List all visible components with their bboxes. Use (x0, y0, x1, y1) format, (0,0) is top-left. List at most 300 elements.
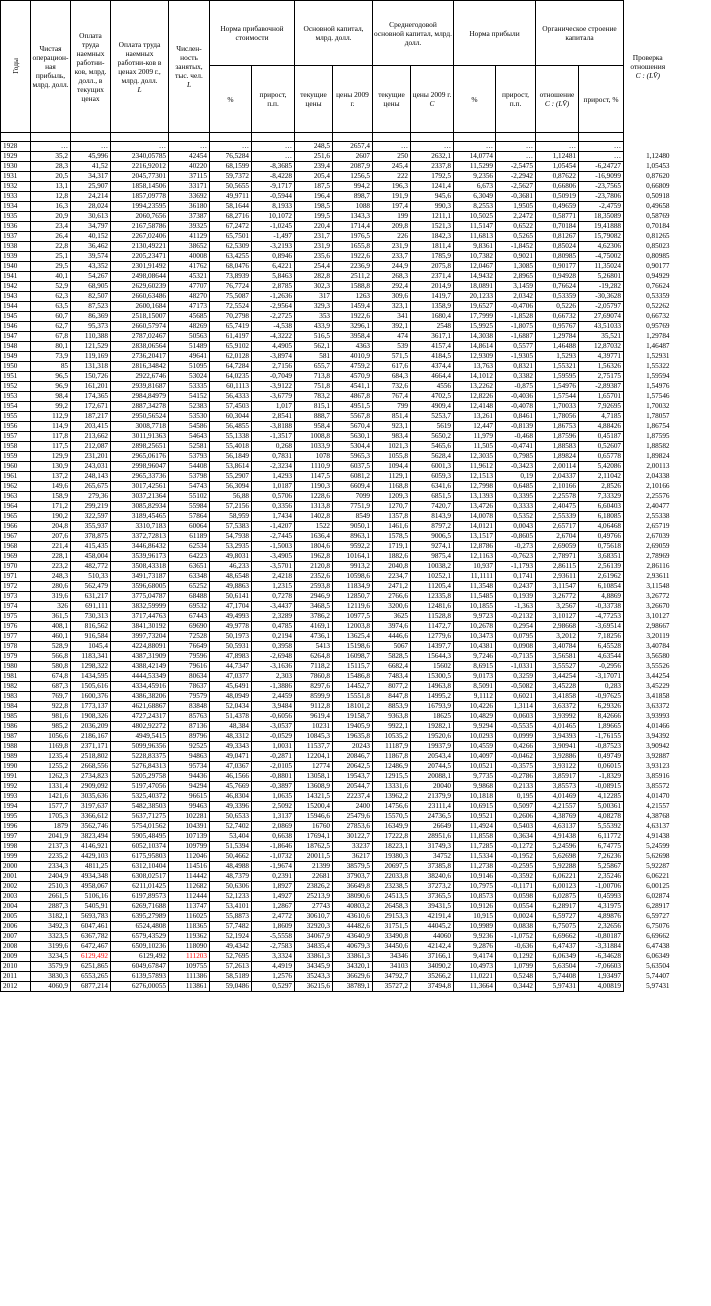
cell-year[interactable]: 1976 (1, 622, 31, 632)
cell-fc_current[interactable]: 14321,5 (295, 792, 333, 802)
cell-check[interactable]: 0,58769 (624, 212, 672, 222)
cell-pr_growth[interactable]: -0,273 (496, 542, 536, 552)
cell-fc_current[interactable]: 562,1 (295, 342, 333, 352)
cell-ac_current[interactable]: 1021,3 (373, 442, 411, 452)
cell-pr_pct[interactable]: … (454, 142, 496, 152)
cell-check[interactable]: 3,85916 (624, 772, 672, 782)
cell-pr_pct[interactable]: 14,1012 (454, 372, 496, 382)
cell-ac_current[interactable]: 12486,9 (373, 762, 411, 772)
cell-surplus_pct[interactable]: 48,3312 (210, 732, 252, 742)
cell-wages_current[interactable]: 43,352 (71, 262, 111, 272)
cell-check[interactable]: 0,85023 (624, 242, 672, 252)
cell-wages_2009[interactable]: 2267,02406 (111, 232, 169, 242)
cell-surplus_pct[interactable]: 73,8939 (210, 272, 252, 282)
cell-fc_2009[interactable]: 1714,4 (333, 222, 373, 232)
cell-check[interactable]: 5,74407 (624, 972, 672, 982)
cell-net_profit[interactable]: 3182,1 (31, 912, 71, 922)
cell-org_ratio[interactable]: … (536, 142, 579, 152)
cell-fc_2009[interactable]: 19405,9 (333, 722, 373, 732)
cell-pr_pct[interactable]: 10,915 (454, 912, 496, 922)
cell-ac_2009[interactable]: 19937,9 (411, 742, 454, 752)
cell-check[interactable]: 1,78057 (624, 412, 672, 422)
cell-year[interactable]: 2011 (1, 972, 31, 982)
cell-org_growth[interactable]: -7,06603 (579, 962, 624, 972)
cell-surplus_pct[interactable]: 55,8873 (210, 912, 252, 922)
cell-pr_pct[interactable]: 12,447 (454, 422, 496, 432)
cell-net_profit[interactable]: 1879 (31, 822, 71, 832)
cell-employment[interactable]: 113747 (169, 902, 210, 912)
cell-surplus_growth[interactable]: 1,0635 (252, 792, 295, 802)
cell-fc_2009[interactable]: 22237,4 (333, 792, 373, 802)
cell-pr_pct[interactable]: 10,1818 (454, 792, 496, 802)
cell-check[interactable]: 3,56580 (624, 652, 672, 662)
cell-check[interactable]: 2,55338 (624, 512, 672, 522)
cell-surplus_growth[interactable]: 3,9484 (252, 702, 295, 712)
cell-pr_pct[interactable]: 14,0121 (454, 522, 496, 532)
cell-surplus_pct[interactable]: 50,5931 (210, 642, 252, 652)
cell-surplus_pct[interactable]: 68,1599 (210, 162, 252, 172)
cell-wages_current[interactable]: 131,318 (71, 362, 111, 372)
cell-pr_growth[interactable]: 0,1292 (496, 952, 536, 962)
cell-ac_current[interactable]: 10535,2 (373, 732, 411, 742)
cell-ac_current[interactable]: 571,5 (373, 352, 411, 362)
cell-year[interactable]: 2004 (1, 902, 31, 912)
cell-surplus_pct[interactable]: 58,5189 (210, 972, 252, 982)
cell-wages_current[interactable]: 691,111 (71, 602, 111, 612)
cell-pr_pct[interactable]: 9,9868 (454, 782, 496, 792)
cell-surplus_pct[interactable]: 52,1233 (210, 892, 252, 902)
cell-wages_2009[interactable]: 4388,42149 (111, 662, 169, 672)
cell-ac_current[interactable]: 2766,6 (373, 592, 411, 602)
cell-fc_2009[interactable]: 27853,6 (333, 822, 373, 832)
cell-org_growth[interactable]: 12,87032 (579, 342, 624, 352)
cell-wages_current[interactable]: 36,462 (71, 242, 111, 252)
cell-fc_2009[interactable]: 19635,8 (333, 732, 373, 742)
cell-fc_2009[interactable]: 16098,7 (333, 652, 373, 662)
cell-fc_current[interactable]: 21399 (295, 862, 333, 872)
cell-org_growth[interactable]: 4,39771 (579, 352, 624, 362)
cell-fc_current[interactable]: 8599,9 (295, 692, 333, 702)
cell-pr_growth[interactable]: 0,0043 (496, 522, 536, 532)
cell-org_ratio[interactable]: 1,29784 (536, 332, 579, 342)
cell-org_growth[interactable]: 4,31975 (579, 902, 624, 912)
cell-pr_growth[interactable]: -1,8452 (496, 242, 536, 252)
cell-fc_2009[interactable]: 36649,8 (333, 882, 373, 892)
cell-ac_current[interactable]: 1357,8 (373, 512, 411, 522)
cell-year[interactable]: 1963 (1, 492, 31, 502)
cell-surplus_pct[interactable]: 50,1973 (210, 632, 252, 642)
cell-net_profit[interactable]: 149,6 (31, 482, 71, 492)
cell-surplus_pct[interactable]: 60,3044 (210, 412, 252, 422)
cell-pr_growth[interactable]: -2,2942 (496, 172, 536, 182)
cell-fc_2009[interactable]: 2607 (333, 152, 373, 162)
cell-fc_2009[interactable]: 20642,5 (333, 762, 373, 772)
cell-pr_growth[interactable]: -0,875 (496, 382, 536, 392)
cell-surplus_pct[interactable]: 59,7372 (210, 172, 252, 182)
cell-year[interactable]: 2001 (1, 872, 31, 882)
cell-org_growth[interactable]: 4,89876 (579, 912, 624, 922)
cell-surplus_pct[interactable]: 46,8304 (210, 792, 252, 802)
cell-ac_current[interactable]: 11867,8 (373, 752, 411, 762)
cell-employment[interactable]: 79596 (169, 652, 210, 662)
cell-org_growth[interactable]: 2,11042 (579, 472, 624, 482)
cell-org_growth[interactable]: 7,33329 (579, 492, 624, 502)
cell-wages_current[interactable]: 4958,067 (71, 882, 111, 892)
cell-org_growth[interactable]: 5,55392 (579, 822, 624, 832)
cell-ac_current[interactable]: 12915,5 (373, 772, 411, 782)
cell-year[interactable]: 1969 (1, 552, 31, 562)
cell-year[interactable]: 1931 (1, 172, 31, 182)
cell-pr_pct[interactable]: 11,7285 (454, 842, 496, 852)
cell-org_ratio[interactable]: 5,74408 (536, 972, 579, 982)
cell-year[interactable]: 1950 (1, 362, 31, 372)
cell-fc_current[interactable]: 9112,8 (295, 702, 333, 712)
cell-fc_2009[interactable]: 1263 (333, 292, 373, 302)
cell-ac_current[interactable]: 6682,4 (373, 662, 411, 672)
cell-wages_current[interactable]: 6472,467 (71, 942, 111, 952)
cell-ac_2009[interactable]: 20744,5 (411, 762, 454, 772)
cell-year[interactable]: 1957 (1, 432, 31, 442)
cell-fc_2009[interactable]: 11834,9 (333, 582, 373, 592)
cell-fc_current[interactable]: 196,4 (295, 192, 333, 202)
cell-pr_pct[interactable]: 11,2738 (454, 862, 496, 872)
cell-pr_growth[interactable]: -0,7135 (496, 652, 536, 662)
cell-pr_growth[interactable]: 2,8965 (496, 272, 536, 282)
cell-org_growth[interactable]: 2,61962 (579, 572, 624, 582)
cell-employment[interactable]: 85763 (169, 712, 210, 722)
cell-fc_current[interactable]: 35243,3 (295, 972, 333, 982)
cell-net_profit[interactable]: 280,6 (31, 582, 71, 592)
cell-ac_current[interactable]: 1270,7 (373, 502, 411, 512)
cell-check[interactable]: 6,75076 (624, 922, 672, 932)
cell-check[interactable]: 5,24599 (624, 842, 672, 852)
cell-fc_current[interactable]: 36215,6 (295, 982, 333, 992)
cell-org_growth[interactable]: -6,24727 (579, 162, 624, 172)
cell-net_profit[interactable]: 2041,9 (31, 832, 71, 842)
cell-org_growth[interactable]: -1,00706 (579, 882, 624, 892)
cell-ac_current[interactable]: 34346 (373, 952, 411, 962)
cell-org_growth[interactable]: -3,17071 (579, 672, 624, 682)
cell-surplus_pct[interactable]: 75,5087 (210, 292, 252, 302)
cell-pr_pct[interactable]: 12,1163 (454, 552, 496, 562)
cell-pr_growth[interactable]: -1,363 (496, 602, 536, 612)
cell-net_profit[interactable]: 73,9 (31, 352, 71, 362)
cell-ac_2009[interactable]: 10252,1 (411, 572, 454, 582)
cell-fc_2009[interactable]: 19158,7 (333, 712, 373, 722)
cell-employment[interactable]: 104391 (169, 822, 210, 832)
cell-surplus_growth[interactable]: -1,5003 (252, 542, 295, 552)
cell-ac_current[interactable]: 1461,6 (373, 522, 411, 532)
cell-org_ratio[interactable]: 0,95767 (536, 322, 579, 332)
cell-surplus_growth[interactable]: -3,1636 (252, 662, 295, 672)
cell-check[interactable]: 0,95769 (624, 322, 672, 332)
cell-net_profit[interactable]: 221,4 (31, 542, 71, 552)
cell-fc_current[interactable]: 17694,1 (295, 832, 333, 842)
cell-org_growth[interactable]: 2,32656 (579, 922, 624, 932)
cell-wages_2009[interactable]: 2887,34278 (111, 402, 169, 412)
cell-pr_growth[interactable]: 0,1939 (496, 592, 536, 602)
cell-ac_2009[interactable]: 4157,4 (411, 342, 454, 352)
cell-surplus_growth[interactable]: … (252, 142, 295, 152)
cell-wages_2009[interactable]: 2998,96047 (111, 462, 169, 472)
cell-net_profit[interactable]: 62,7 (31, 322, 71, 332)
cell-surplus_growth[interactable]: 1,8609 (252, 922, 295, 932)
cell-org_ratio[interactable]: 3,55527 (536, 662, 579, 672)
cell-employment[interactable]: 57864 (169, 512, 210, 522)
cell-pr_growth[interactable]: 0,3395 (496, 492, 536, 502)
cell-net_profit[interactable]: 361,5 (31, 612, 71, 622)
cell-year[interactable]: 1997 (1, 832, 31, 842)
cell-wages_2009[interactable]: 6175,95803 (111, 852, 169, 862)
cell-pr_growth[interactable]: 2,0342 (496, 292, 536, 302)
cell-check[interactable]: 0,94929 (624, 272, 672, 282)
cell-net_profit[interactable]: 117,5 (31, 442, 71, 452)
cell-pr_pct[interactable]: 10,2678 (454, 622, 496, 632)
cell-employment[interactable]: 112682 (169, 882, 210, 892)
cell-net_profit[interactable]: 248,3 (31, 572, 71, 582)
cell-year[interactable]: 1951 (1, 372, 31, 382)
cell-ac_2009[interactable]: 6851,5 (411, 492, 454, 502)
cell-org_ratio[interactable]: 0,5226 (536, 302, 579, 312)
cell-ac_current[interactable]: 851,4 (373, 412, 411, 422)
cell-ac_2009[interactable]: 8797,2 (411, 522, 454, 532)
cell-surplus_pct[interactable]: 45,6491 (210, 682, 252, 692)
cell-surplus_pct[interactable]: 54,7938 (210, 532, 252, 542)
cell-org_growth[interactable]: -0,08915 (579, 782, 624, 792)
cell-pr_growth[interactable]: -0,468 (496, 432, 536, 442)
cell-wages_current[interactable]: 34,317 (71, 172, 111, 182)
cell-net_profit[interactable]: 62,3 (31, 292, 71, 302)
cell-pr_pct[interactable]: 11,6813 (454, 232, 496, 242)
cell-ac_current[interactable]: 18223,1 (373, 842, 411, 852)
cell-year[interactable]: 1956 (1, 422, 31, 432)
cell-fc_2009[interactable]: 1655,8 (333, 242, 373, 252)
cell-wages_2009[interactable]: 3841,30192 (111, 622, 169, 632)
cell-ac_current[interactable]: 23238,5 (373, 882, 411, 892)
cell-org_growth[interactable]: -0,97625 (579, 692, 624, 702)
cell-fc_2009[interactable]: 2236,9 (333, 262, 373, 272)
cell-org_growth[interactable]: 2,56139 (579, 562, 624, 572)
cell-net_profit[interactable]: 80,1 (31, 342, 71, 352)
cell-pr_growth[interactable]: 0,5265 (496, 232, 536, 242)
cell-wages_current[interactable]: 3035,636 (71, 792, 111, 802)
cell-ac_current[interactable]: 323,1 (373, 302, 411, 312)
cell-ac_2009[interactable]: 4909,4 (411, 402, 454, 412)
cell-surplus_pct[interactable]: 72,5524 (210, 302, 252, 312)
cell-employment[interactable]: 49641 (169, 352, 210, 362)
cell-pr_pct[interactable]: 10,9126 (454, 902, 496, 912)
cell-employment[interactable]: 80634 (169, 672, 210, 682)
cell-org_ratio[interactable]: 2,98668 (536, 622, 579, 632)
cell-org_ratio[interactable]: 3,93992 (536, 712, 579, 722)
cell-fc_2009[interactable]: 7099 (333, 492, 373, 502)
cell-employment[interactable]: 41129 (169, 232, 210, 242)
cell-wages_2009[interactable]: 6579,43529 (111, 932, 169, 942)
cell-fc_2009[interactable]: 5670,4 (333, 422, 373, 432)
cell-year[interactable]: 2010 (1, 962, 31, 972)
cell-org_ratio[interactable]: 6,59727 (536, 912, 579, 922)
cell-fc_2009[interactable]: 6081,2 (333, 472, 373, 482)
cell-surplus_pct[interactable]: 61,4197 (210, 332, 252, 342)
cell-pr_pct[interactable]: 9,2356 (454, 172, 496, 182)
cell-ac_current[interactable]: 2234,7 (373, 572, 411, 582)
cell-wages_current[interactable]: 1600,376 (71, 692, 111, 702)
cell-org_growth[interactable]: -2,4759 (579, 202, 624, 212)
cell-surplus_pct[interactable]: 50,6306 (210, 882, 252, 892)
cell-employment[interactable]: 64223 (169, 552, 210, 562)
cell-ac_2009[interactable]: 14995,2 (411, 692, 454, 702)
cell-ac_current[interactable]: 29153,3 (373, 912, 411, 922)
cell-surplus_growth[interactable]: 2,8785 (252, 282, 295, 292)
cell-net_profit[interactable]: 40,1 (31, 272, 71, 282)
cell-pr_pct[interactable]: 9,9723 (454, 612, 496, 622)
cell-surplus_pct[interactable]: 47,8983 (210, 652, 252, 662)
cell-wages_2009[interactable]: 5205,29758 (111, 772, 169, 782)
cell-org_ratio[interactable]: 0,85024 (536, 242, 579, 252)
cell-wages_2009[interactable]: 2898,25651 (111, 442, 169, 452)
cell-wages_2009[interactable]: 6049,67847 (111, 962, 169, 972)
cell-year[interactable]: 1949 (1, 352, 31, 362)
cell-org_ratio[interactable]: 3,2567 (536, 602, 579, 612)
cell-ac_2009[interactable]: 2632,1 (411, 152, 454, 162)
cell-fc_2009[interactable]: 43610,6 (333, 912, 373, 922)
cell-year[interactable]: 1935 (1, 212, 31, 222)
cell-surplus_pct[interactable]: 48,384 (210, 722, 252, 732)
cell-wages_2009[interactable]: 6509,10236 (111, 942, 169, 952)
cell-wages_2009[interactable]: 2600,1684 (111, 302, 169, 312)
cell-wages_2009[interactable]: 3491,73187 (111, 572, 169, 582)
cell-employment[interactable]: 99463 (169, 802, 210, 812)
cell-surplus_pct[interactable]: 49,8031 (210, 552, 252, 562)
cell-net_profit[interactable]: 20,9 (31, 212, 71, 222)
cell-fc_2009[interactable]: 13625,4 (333, 632, 373, 642)
cell-wages_current[interactable]: 265,675 (71, 482, 111, 492)
cell-pr_pct[interactable]: 12,9309 (454, 352, 496, 362)
cell-pr_pct[interactable]: 10,4829 (454, 712, 496, 722)
cell-org_growth[interactable]: 7,92695 (579, 402, 624, 412)
cell-year[interactable]: 1991 (1, 772, 31, 782)
cell-fc_2009[interactable]: 898,7 (333, 192, 373, 202)
cell-pr_pct[interactable]: 12,8226 (454, 392, 496, 402)
cell-pr_growth[interactable]: -0,5535 (496, 722, 536, 732)
cell-pr_growth[interactable]: 1,0799 (496, 962, 536, 972)
cell-year[interactable]: 1989 (1, 752, 31, 762)
cell-wages_current[interactable]: 4934,348 (71, 872, 111, 882)
cell-fc_current[interactable]: 10231 (295, 722, 333, 732)
cell-year[interactable]: 1928 (1, 142, 31, 152)
cell-ac_2009[interactable]: … (411, 142, 454, 152)
cell-wages_current[interactable]: 3823,494 (71, 832, 111, 842)
cell-employment[interactable]: 94863 (169, 752, 210, 762)
cell-ac_current[interactable]: 1882,6 (373, 552, 411, 562)
cell-employment[interactable]: 107139 (169, 832, 210, 842)
cell-fc_2009[interactable]: 2400 (333, 802, 373, 812)
cell-fc_2009[interactable]: 12119,6 (333, 602, 373, 612)
cell-fc_2009[interactable]: 12003,8 (333, 622, 373, 632)
cell-surplus_pct[interactable]: 58,959 (210, 512, 252, 522)
cell-org_ratio[interactable]: 2,6704 (536, 532, 579, 542)
cell-pr_growth[interactable]: -1,0752 (496, 932, 536, 942)
cell-ac_2009[interactable]: 42191,4 (411, 912, 454, 922)
cell-ac_2009[interactable]: 11528,8 (411, 612, 454, 622)
cell-fc_2009[interactable]: 38789,1 (333, 982, 373, 992)
cell-wages_2009[interactable]: … (111, 142, 169, 152)
cell-fc_2009[interactable]: 4010,9 (333, 352, 373, 362)
cell-wages_2009[interactable]: 2939,81687 (111, 382, 169, 392)
cell-pr_growth[interactable]: 0,5352 (496, 512, 536, 522)
cell-surplus_pct[interactable]: 49,3396 (210, 802, 252, 812)
cell-pr_growth[interactable]: -1,9305 (496, 352, 536, 362)
cell-org_ratio[interactable]: 6,28917 (536, 902, 579, 912)
cell-org_ratio[interactable]: 6,02875 (536, 892, 579, 902)
cell-org_ratio[interactable]: 6,06221 (536, 872, 579, 882)
cell-fc_current[interactable]: 34067,9 (295, 932, 333, 942)
cell-ac_2009[interactable]: 990,3 (411, 202, 454, 212)
cell-check[interactable]: 0,66809 (624, 182, 672, 192)
cell-net_profit[interactable]: 3323,5 (31, 932, 71, 942)
cell-wages_2009[interactable]: 3011,91363 (111, 432, 169, 442)
cell-ac_current[interactable]: 474 (373, 332, 411, 342)
cell-surplus_growth[interactable]: 8,1933 (252, 202, 295, 212)
cell-surplus_pct[interactable]: 49,4993 (210, 612, 252, 622)
cell-ac_2009[interactable]: 35266,2 (411, 972, 454, 982)
cell-surplus_pct[interactable]: 49,0471 (210, 752, 252, 762)
cell-ac_2009[interactable]: 20543,4 (411, 752, 454, 762)
cell-fc_2009[interactable]: 9592,2 (333, 542, 373, 552)
cell-check[interactable]: 2,25576 (624, 492, 672, 502)
cell-fc_current[interactable]: 9619,4 (295, 712, 333, 722)
cell-surplus_growth[interactable]: 2,4772 (252, 912, 295, 922)
cell-net_profit[interactable]: 2235,2 (31, 852, 71, 862)
cell-check[interactable]: 1,89824 (624, 452, 672, 462)
cell-ac_2009[interactable]: 34090,2 (411, 962, 454, 972)
cell-check[interactable]: 3,10127 (624, 612, 672, 622)
cell-pr_growth[interactable]: -1,8528 (496, 312, 536, 322)
cell-pr_pct[interactable]: 20,1233 (454, 292, 496, 302)
cell-net_profit[interactable]: 2137,3 (31, 842, 71, 852)
cell-check[interactable]: 3,41858 (624, 692, 672, 702)
cell-org_growth[interactable]: 0,75618 (579, 542, 624, 552)
cell-net_profit[interactable]: 1169,8 (31, 742, 71, 752)
cell-year[interactable]: 2012 (1, 982, 31, 992)
cell-org_ratio[interactable]: 1,70033 (536, 402, 579, 412)
cell-surplus_growth[interactable]: 0,7278 (252, 592, 295, 602)
cell-fc_2009[interactable]: 10164,1 (333, 552, 373, 562)
cell-surplus_pct[interactable]: 53,8614 (210, 462, 252, 472)
cell-org_ratio[interactable]: 0,53359 (536, 292, 579, 302)
cell-check[interactable]: 5,63504 (624, 962, 672, 972)
cell-fc_current[interactable]: 3468,5 (295, 602, 333, 612)
cell-year[interactable]: 1933 (1, 192, 31, 202)
cell-org_ratio[interactable]: 2,78971 (536, 552, 579, 562)
cell-ac_current[interactable]: 4446,6 (373, 632, 411, 642)
cell-employment[interactable]: 48269 (169, 322, 210, 332)
cell-org_ratio[interactable]: 1,55321 (536, 362, 579, 372)
cell-org_growth[interactable]: … (579, 152, 624, 162)
cell-pr_growth[interactable]: 0,2133 (496, 782, 536, 792)
cell-pr_pct[interactable]: 10,0293 (454, 732, 496, 742)
cell-year[interactable]: 2008 (1, 942, 31, 952)
cell-year[interactable]: 1987 (1, 732, 31, 742)
cell-employment[interactable]: 37387 (169, 212, 210, 222)
cell-year[interactable]: 1985 (1, 712, 31, 722)
cell-ac_current[interactable]: 923,1 (373, 422, 411, 432)
cell-ac_2009[interactable]: 8143,9 (411, 512, 454, 522)
cell-org_growth[interactable]: -23,7565 (579, 182, 624, 192)
cell-year[interactable]: 1975 (1, 612, 31, 622)
cell-net_profit[interactable]: 769,7 (31, 692, 71, 702)
cell-check[interactable]: 1,87595 (624, 432, 672, 442)
